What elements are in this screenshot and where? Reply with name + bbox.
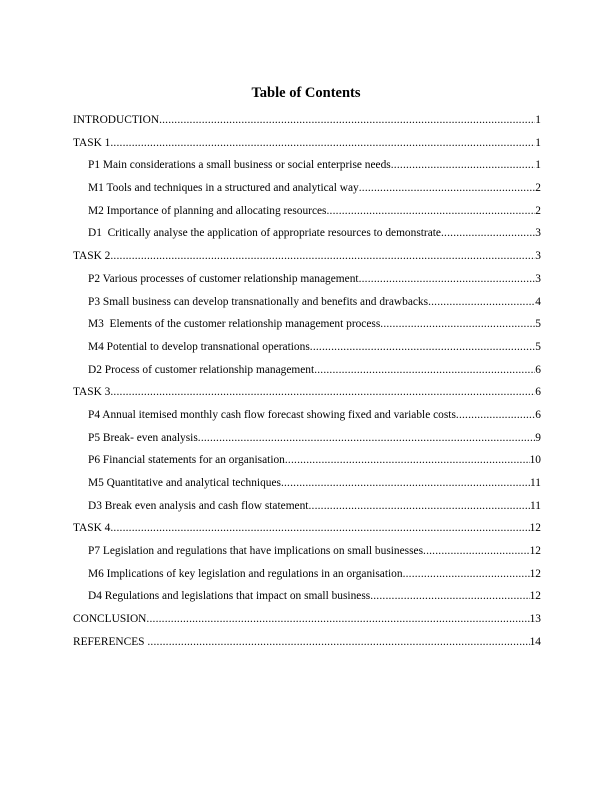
toc-page-number: 11 — [530, 499, 541, 512]
toc-entry[interactable] — [73, 249, 541, 272]
toc-dot-leader — [359, 272, 536, 286]
toc-entry-text: REFERENCES — [73, 635, 148, 648]
toc-page-number: 5 — [535, 340, 541, 353]
toc-page-number: 1 — [535, 159, 541, 172]
toc-page-number: 12 — [529, 545, 541, 558]
toc-entry[interactable] — [73, 612, 541, 635]
toc-entry-text: P1 Main considerations a small business or social enterprise needs — [88, 159, 391, 172]
toc-page-number: 2 — [535, 204, 541, 217]
toc-dot-leader — [423, 544, 530, 558]
toc-dot-leader — [314, 363, 535, 377]
toc-dot-leader — [441, 226, 535, 240]
toc-dot-leader — [391, 158, 536, 172]
toc-dot-leader — [327, 204, 536, 218]
toc-entry-text: P5 Break- even analysis — [88, 431, 198, 444]
toc-page-number: 4 — [535, 295, 541, 308]
toc-entry[interactable] — [73, 226, 541, 249]
toc-dot-leader — [285, 453, 530, 467]
toc-dot-leader — [198, 431, 536, 445]
toc-entry[interactable] — [73, 589, 541, 612]
toc-entry-text: CONCLUSION — [73, 613, 147, 626]
toc-page-number: 11 — [530, 477, 541, 489]
toc-dot-leader — [110, 385, 535, 399]
toc-entry-text: P3 Small business can develop transnationally and benefits and drawbacks — [88, 295, 429, 308]
toc-dot-leader — [147, 635, 529, 649]
toc-page-number: 3 — [535, 250, 541, 263]
toc-entry[interactable] — [73, 272, 541, 295]
toc-entry[interactable] — [73, 363, 541, 386]
toc-dot-leader — [110, 249, 535, 263]
toc-entry-text: P4 Annual itemised monthly cash flow forecast showing fixed and variable costs — [88, 408, 456, 421]
toc-entry-text: TASK 1 — [73, 136, 111, 149]
toc-dot-leader — [456, 408, 535, 422]
toc-entry[interactable] — [73, 499, 541, 522]
toc-dot-leader — [428, 295, 535, 309]
toc-entry-text: TASK 4 — [73, 522, 111, 535]
toc-entry-text: M2 Importance of planning and allocating resources — [88, 204, 327, 217]
toc-page-number: 14 — [529, 635, 541, 648]
toc-entry-text: D3 Break even analysis and cash flow statement — [88, 499, 309, 512]
toc-entry[interactable] — [73, 317, 541, 340]
toc-dot-leader — [370, 589, 529, 603]
toc-entry-text: M4 Potential to develop transnational operations — [88, 340, 310, 353]
toc-dot-leader — [359, 181, 536, 195]
toc-entry[interactable] — [73, 476, 541, 499]
toc-page-number: 6 — [535, 363, 541, 376]
toc-dot-leader — [159, 113, 535, 127]
toc-entry-text: D1 Critically analyse the application of appropriate resources to demonstrate — [88, 227, 441, 240]
toc-dot-leader — [380, 317, 535, 331]
toc-entry-text: TASK 2 — [73, 250, 111, 263]
toc-entry[interactable] — [73, 431, 541, 454]
toc-entry[interactable] — [73, 567, 541, 590]
toc-page-number: 3 — [535, 272, 541, 285]
toc-page-number: 9 — [535, 431, 541, 444]
toc-dot-leader — [310, 340, 536, 354]
toc-entry-text: INTRODUCTION — [73, 114, 160, 126]
toc-entry-text: M5 Quantitative and analytical techniques — [88, 477, 281, 489]
toc-entry[interactable] — [73, 181, 541, 204]
toc-entry[interactable] — [73, 635, 541, 658]
toc-dot-leader — [403, 567, 530, 581]
toc-page-number: 12 — [529, 590, 541, 603]
toc-entry-text: D2 Process of customer relationship management — [88, 363, 315, 376]
toc-entry-text: M3 Elements of the customer relationship management process — [88, 318, 381, 331]
toc-page-number: 1 — [535, 114, 541, 126]
toc-dot-leader — [146, 612, 529, 626]
toc-entry[interactable] — [73, 521, 541, 544]
toc-page-number: 10 — [529, 454, 541, 467]
toc-entry[interactable] — [73, 544, 541, 567]
toc-entry-text: P7 Legislation and regulations that have implications on small businesses — [88, 545, 424, 558]
toc-entry-text: M1 Tools and techniques in a structured and analytical way — [88, 182, 359, 195]
table-of-contents — [73, 113, 541, 658]
toc-dot-leader — [308, 499, 530, 513]
toc-title: Table of Contents — [251, 85, 361, 101]
toc-entry[interactable] — [73, 204, 541, 227]
toc-entry-text: M6 Implications of key legislation and regulations in an organisation — [88, 567, 403, 580]
toc-page-number: 6 — [535, 386, 541, 399]
toc-entry[interactable] — [73, 453, 541, 476]
toc-entry-text: P6 Financial statements for an organisation — [88, 454, 285, 467]
toc-page-number: 5 — [535, 318, 541, 331]
toc-dot-leader — [281, 476, 530, 490]
toc-page-number: 2 — [535, 182, 541, 195]
toc-page-number: 1 — [535, 136, 541, 149]
toc-entry[interactable] — [73, 340, 541, 363]
toc-page-number: 13 — [529, 613, 541, 626]
toc-dot-leader — [110, 521, 529, 535]
toc-entry-text: TASK 3 — [73, 386, 111, 399]
toc-entry[interactable] — [73, 113, 541, 136]
toc-entry[interactable] — [73, 136, 541, 159]
toc-page-number: 12 — [529, 522, 541, 535]
toc-entry-text: D4 Regulations and legislations that impact on small business — [88, 590, 371, 603]
toc-entry[interactable] — [73, 385, 541, 408]
toc-entry-text: P2 Various processes of customer relationship management — [88, 272, 359, 285]
toc-dot-leader — [110, 136, 535, 150]
toc-page-number: 12 — [529, 567, 541, 580]
toc-page-number: 6 — [535, 408, 541, 421]
toc-page-number: 3 — [535, 227, 541, 240]
toc-entry[interactable] — [73, 295, 541, 318]
toc-entry[interactable] — [73, 408, 541, 431]
toc-entry[interactable] — [73, 158, 541, 181]
